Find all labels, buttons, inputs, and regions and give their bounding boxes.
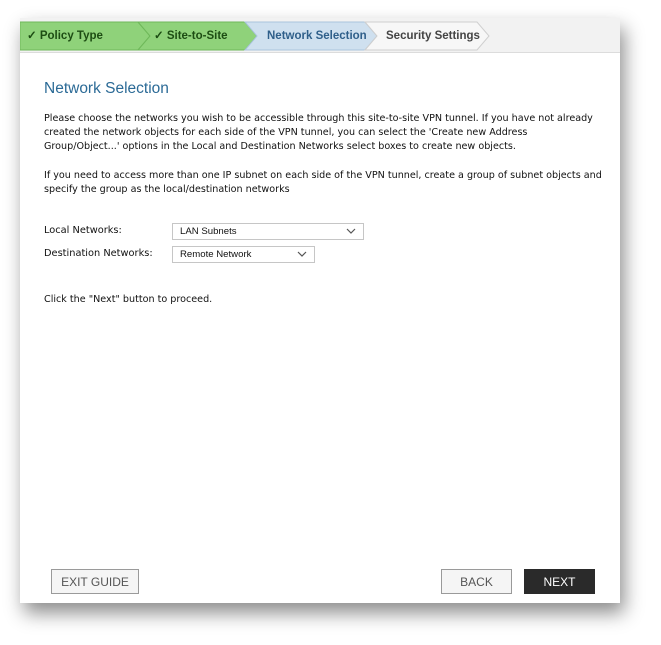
wizard-step-label: Network Selection: [267, 30, 367, 42]
local-networks-row: [44, 223, 374, 241]
local-networks-value: LAN Subnets: [180, 226, 237, 237]
wizard-window: [20, 18, 620, 603]
page-content: [44, 80, 604, 212]
proceed-instruction: Click the "Next" button to proceed.: [44, 294, 213, 305]
wizard-step-label: Policy Type: [39, 30, 103, 42]
local-networks-select[interactable]: [172, 223, 364, 240]
destination-networks-value: Remote Network: [180, 249, 252, 260]
page-title: Network Selection: [44, 80, 169, 97]
subnet-group-paragraph: If you need to access more than one IP subnet on each side of the VPN tunnel, create a group of subnet objects and specify the group as the local/destination networks: [44, 170, 602, 195]
instructions-paragraph: Please choose the networks you wish to be accessible through this site-to-site VPN tunnel. If you have not already created the network objects for each side of the VPN tunnel, you can select the 'Create new Address Group/Object...' options in the Local and Destination Networks select boxes to create new objects.: [44, 113, 593, 152]
chevron-down-icon: [346, 228, 356, 235]
chevron-down-icon: [297, 251, 307, 258]
destination-networks-select[interactable]: [172, 246, 315, 263]
wizard-step-policy-type[interactable]: [27, 28, 103, 44]
checkmark-icon: ✓: [154, 30, 164, 42]
destination-networks-label: Destination Networks:: [44, 248, 153, 259]
next-button[interactable]: NEXT: [524, 569, 595, 594]
back-button[interactable]: BACK: [441, 569, 512, 594]
local-networks-label: Local Networks:: [44, 225, 122, 236]
wizard-step-site-to-site[interactable]: [154, 28, 228, 44]
checkmark-icon: ✓: [27, 30, 37, 42]
wizard-step-network-selection[interactable]: [267, 28, 367, 44]
wizard-step-label: Site-to-Site: [166, 30, 228, 42]
exit-guide-button[interactable]: EXIT GUIDE: [51, 569, 139, 594]
destination-networks-row: [44, 246, 374, 264]
wizard-progress-bar: [20, 18, 620, 53]
wizard-step-security-settings[interactable]: [386, 28, 480, 44]
wizard-step-label: Security Settings: [386, 30, 480, 42]
